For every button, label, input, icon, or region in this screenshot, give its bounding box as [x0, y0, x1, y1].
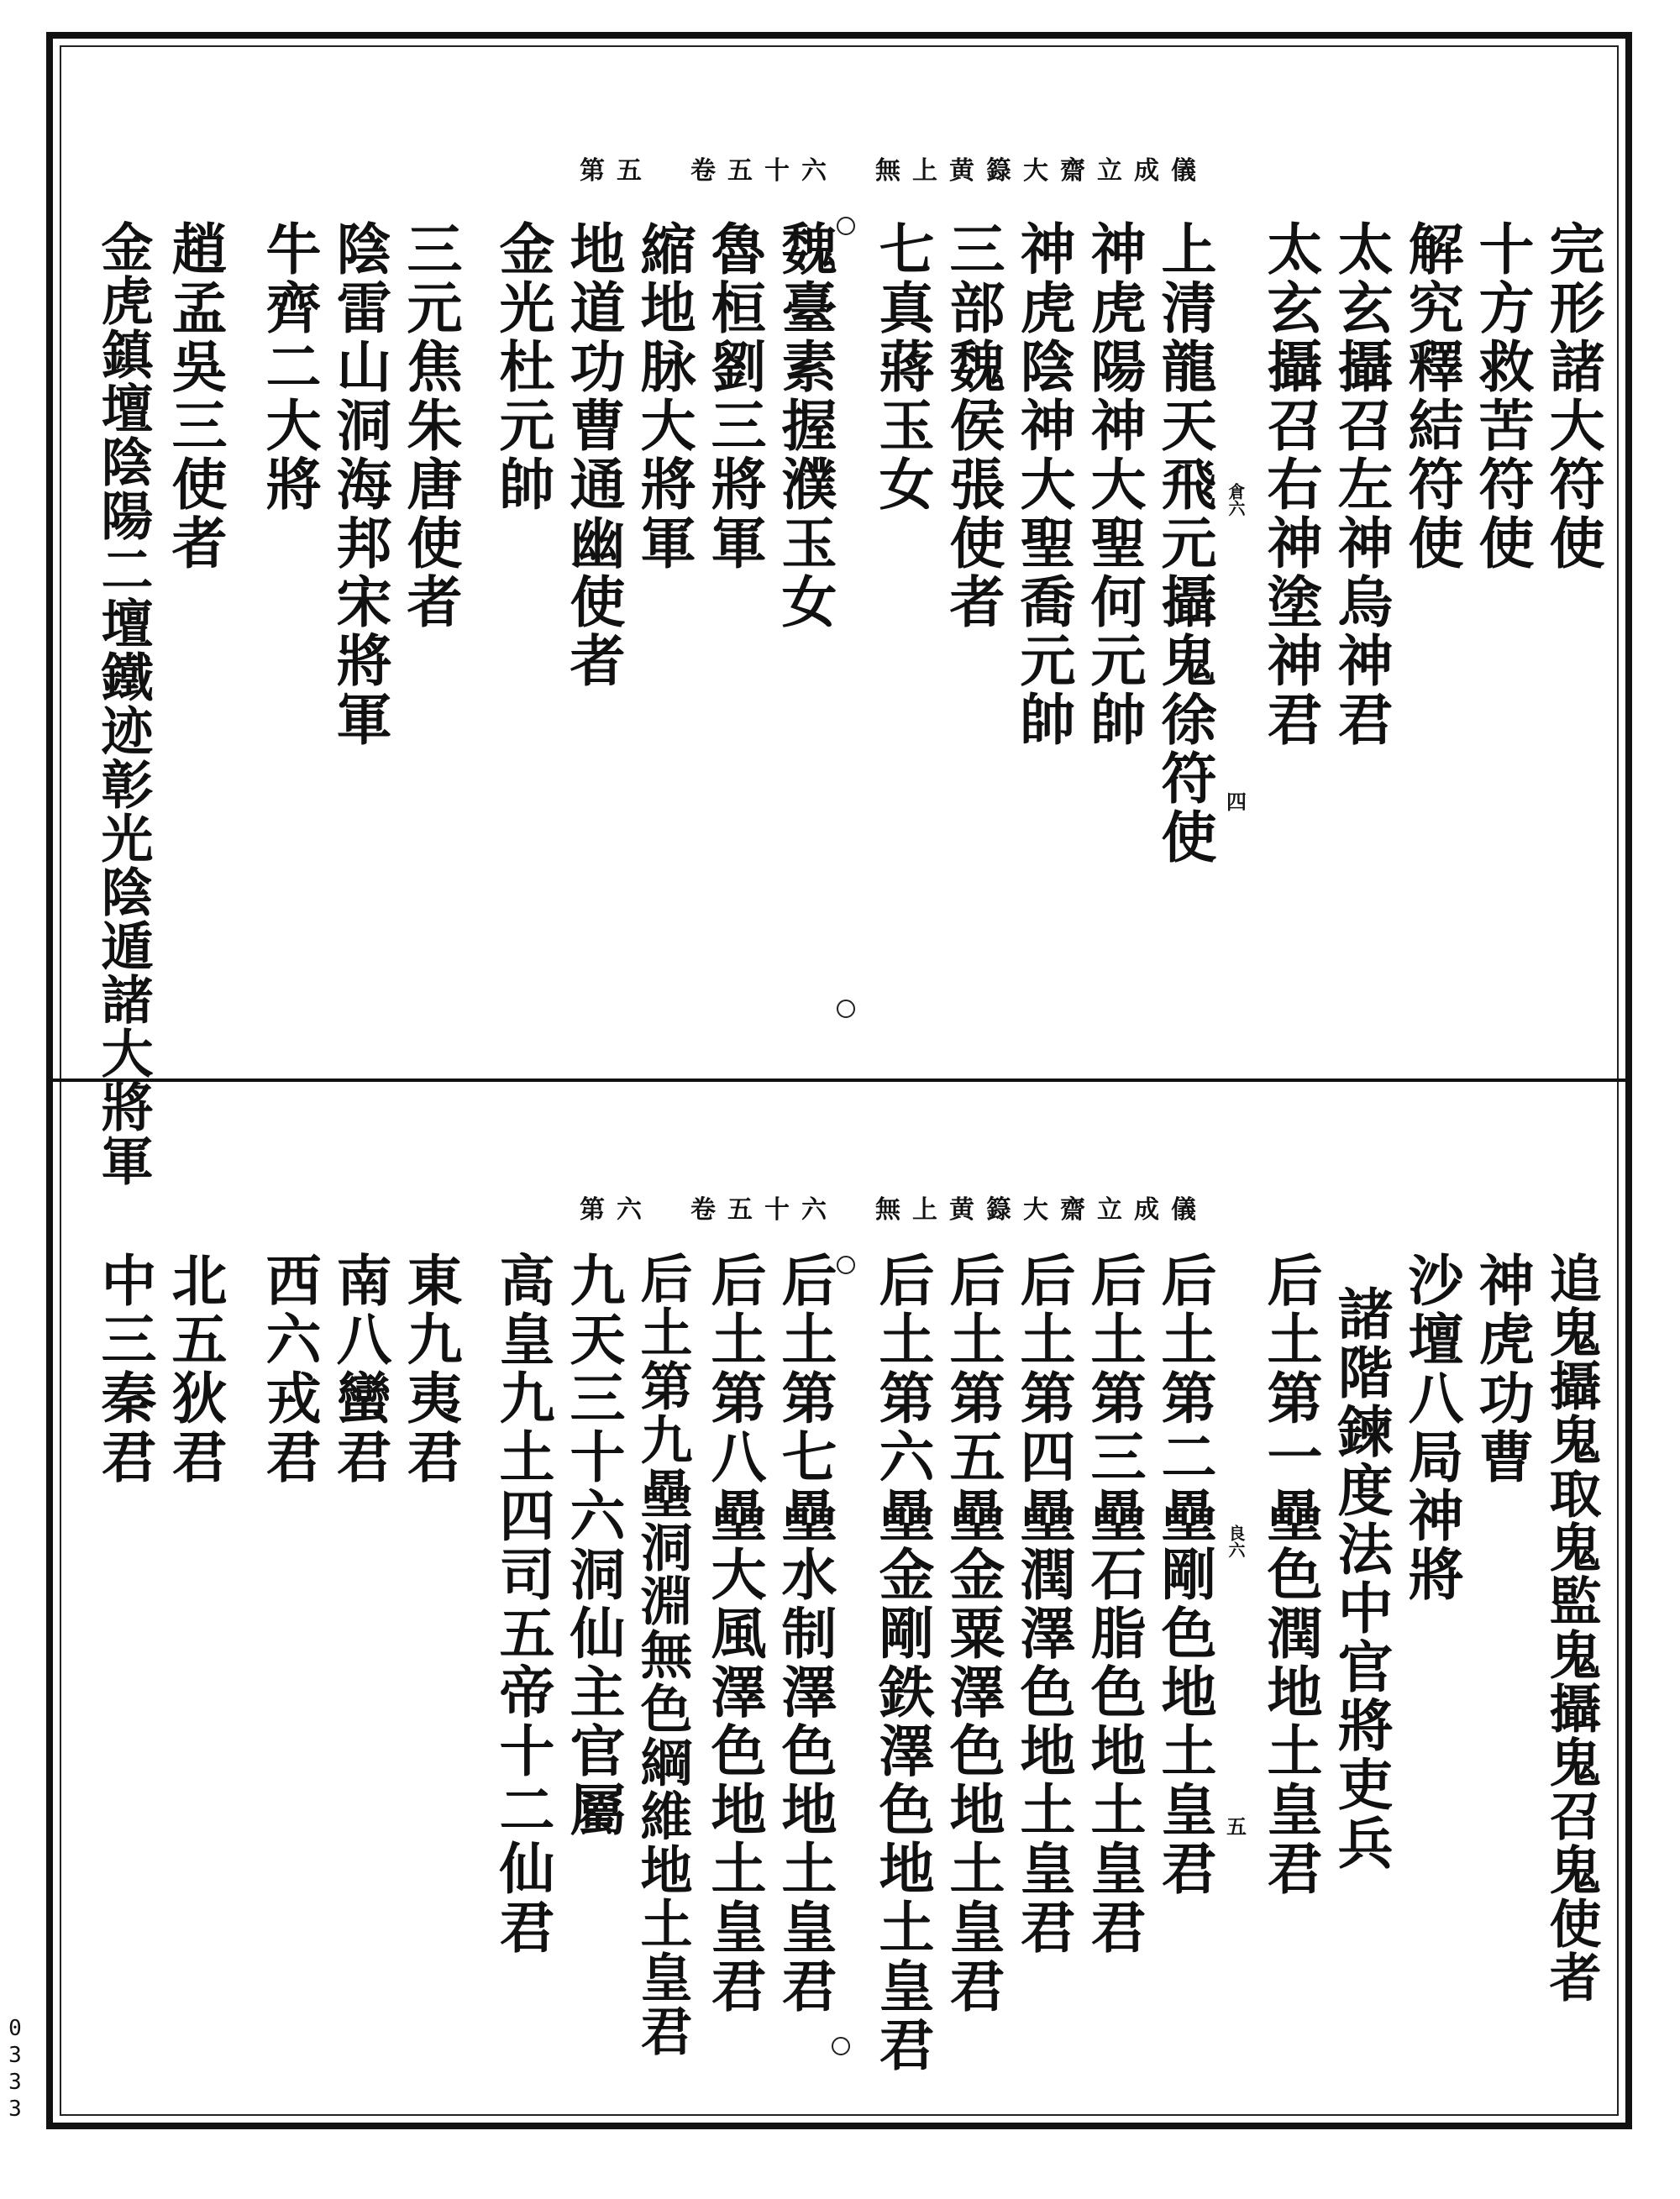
text-column: 金光杜元帥: [490, 220, 555, 514]
text-column: 縮地脉大將軍: [631, 220, 696, 573]
text-column: 三元焦朱唐使者: [397, 220, 463, 632]
text-column: 上清龍天飛元攝鬼徐符使: [1152, 220, 1217, 867]
text-column: 魯桓劉三將軍: [701, 220, 767, 573]
text-column: 太玄攝召左神烏神君: [1328, 220, 1394, 749]
text-column: 南八蠻君: [327, 1252, 392, 1487]
text-column: 后土第五壘金粟澤色地土皇君: [940, 1252, 1005, 2016]
margin-note: 倉六: [1226, 483, 1246, 517]
text-column: 后土第七壘水制澤色地土皇君: [772, 1252, 837, 2016]
text-column: 后土第三壘石脂色地土皇君: [1081, 1252, 1147, 1957]
text-column: 后土第六壘金剛鉄澤色地土皇君: [869, 1252, 935, 2075]
archive-page-number: 0333: [3, 2016, 28, 2123]
text-column: 追鬼攝鬼取鬼監鬼攝鬼召鬼使者: [1541, 1252, 1602, 2004]
text-column: 諸階鍊度法中官將吏兵: [1328, 1285, 1394, 1873]
text-column: 金虎鎮壇陰陽二壇鐵迹彰光陰遁諸大將軍: [92, 220, 154, 1188]
punch-circle: [837, 217, 855, 235]
text-column: 北五狄君: [162, 1252, 228, 1487]
header-volume: 卷五十六: [690, 1195, 838, 1225]
punch-circle: [832, 2037, 850, 2055]
text-column: 魏臺素握濮玉女: [772, 220, 837, 632]
header-page-label: 第六: [580, 1195, 654, 1225]
text-column: 中三秦君: [92, 1252, 157, 1487]
header-title: 無上黄籙大齋立成儀: [875, 1195, 1208, 1225]
text-column: 后土第二壘剛色地土皇君: [1152, 1252, 1217, 1898]
text-column: 趙孟吳三使者: [162, 220, 228, 573]
leaf-mark: 五: [1226, 1814, 1247, 1839]
top-header: [580, 150, 1208, 186]
text-column: 后土第一壘色潤地土皇君: [1257, 1252, 1323, 1898]
text-column: 后土第九壘洞淵無色綱維地土皇君: [632, 1252, 693, 2058]
text-column: 神虎功曹: [1469, 1252, 1535, 1487]
leaf-mark: 四: [1226, 790, 1247, 814]
text-column: 解究釋結符使: [1399, 220, 1464, 573]
header-page-label: 第五: [580, 156, 654, 186]
text-column: 神虎陽神大聖何元帥: [1081, 220, 1147, 749]
text-column: 后土第八壘大風澤色地土皇君: [701, 1252, 767, 2016]
text-column: 七真蔣玉女: [869, 220, 935, 514]
text-column: 陰雷山洞海邦宋將軍: [327, 220, 392, 749]
text-column: 九天三十六洞仙主官屬: [560, 1252, 626, 1839]
text-column: 西六戎君: [256, 1252, 322, 1487]
text-column: 十方救苦符使: [1469, 220, 1535, 573]
text-column: 完形諸大符使: [1540, 220, 1605, 573]
header-volume: 卷五十六: [690, 156, 838, 186]
bottom-header: [580, 1189, 1208, 1225]
text-column: 高皇九土四司五帝十二仙君: [490, 1252, 555, 1957]
text-column: 三部魏侯張使者: [940, 220, 1005, 632]
header-title: 無上黄籙大齋立成儀: [875, 156, 1208, 186]
text-column: 東九夷君: [397, 1252, 463, 1487]
panel-divider: [53, 1079, 1625, 1082]
text-column: 沙壇八局神將: [1399, 1252, 1464, 1604]
margin-note: 良六: [1226, 1525, 1246, 1558]
text-column: 神虎陰神大聖喬元帥: [1011, 220, 1076, 749]
punch-circle: [837, 1256, 855, 1274]
text-column: 地道功曹通幽使者: [560, 220, 626, 690]
text-column: 牛齊二大將: [256, 220, 322, 514]
text-column: 太玄攝召右神塗神君: [1257, 220, 1323, 749]
punch-circle: [837, 1000, 855, 1018]
text-column: 后土第四壘潤澤色地土皇君: [1011, 1252, 1076, 1957]
